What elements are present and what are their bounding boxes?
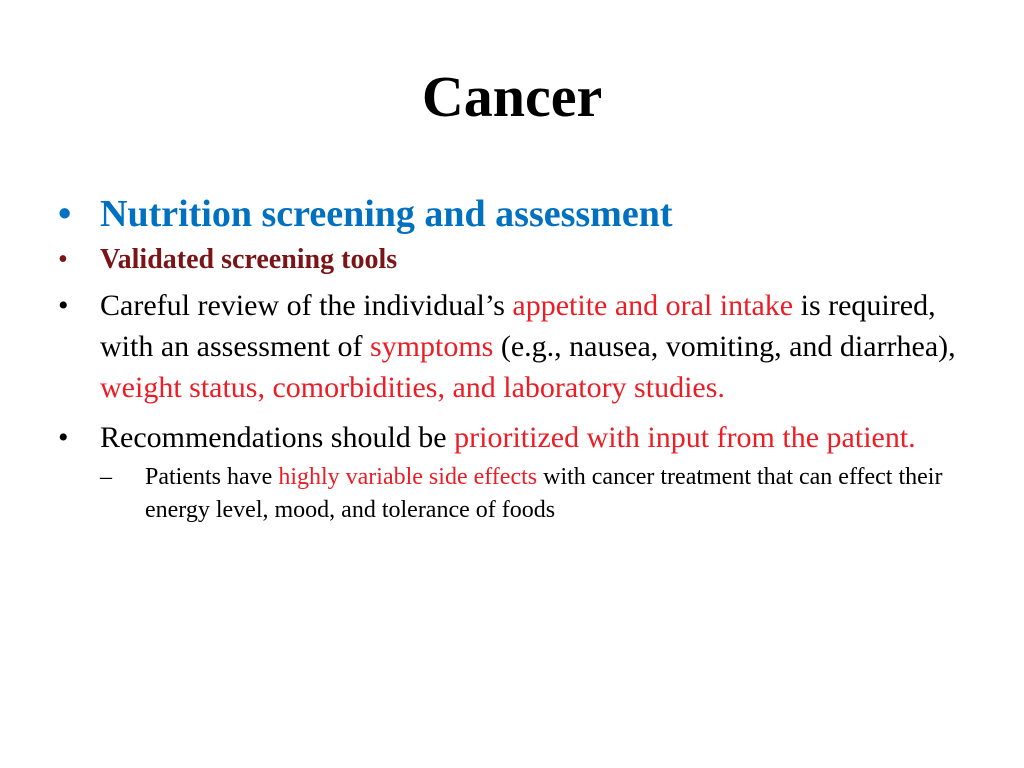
bullet-marker: • [58, 244, 68, 275]
sub-bullet-side-effects [100, 461, 975, 527]
highlight-appetite: appetite and oral intake [512, 289, 794, 322]
bullet-text: Nutrition screening and assessment [100, 193, 673, 235]
bullet-text: Validated screening tools [100, 244, 398, 275]
highlight-weight-status: weight status, comorbidities, and laboratory studies. [100, 371, 725, 404]
highlight-symptoms: symptoms [369, 330, 494, 363]
slide-title: Cancer [421, 64, 603, 129]
bullet-validated-tools [58, 242, 978, 278]
bullet-marker: • [58, 193, 72, 235]
bullet-marker: • [58, 421, 69, 454]
text-segment: Careful review of the individual’s [100, 289, 513, 322]
text-segment: (e.g., nausea, vomiting, and diarrhea), [493, 330, 956, 363]
sub-bullet-marker: – [100, 464, 112, 490]
text-segment: Recommendations should be [100, 421, 455, 454]
bullet-nutrition-screening [58, 190, 978, 238]
text-segment: Patients have [145, 464, 279, 490]
highlight-prioritized: prioritized with input from the patient. [454, 421, 916, 454]
bullet-marker: • [58, 289, 69, 322]
highlight-side-effects: highly variable side effects [278, 464, 538, 490]
text-segment: is required, with an assessment of [100, 289, 936, 363]
bullet-careful-review [58, 285, 978, 408]
bullet-recommendations [58, 417, 978, 458]
text-segment: with cancer treatment that can effect their energy level, mood, and tolerance of foods [145, 464, 943, 523]
bullet-list [58, 190, 978, 527]
